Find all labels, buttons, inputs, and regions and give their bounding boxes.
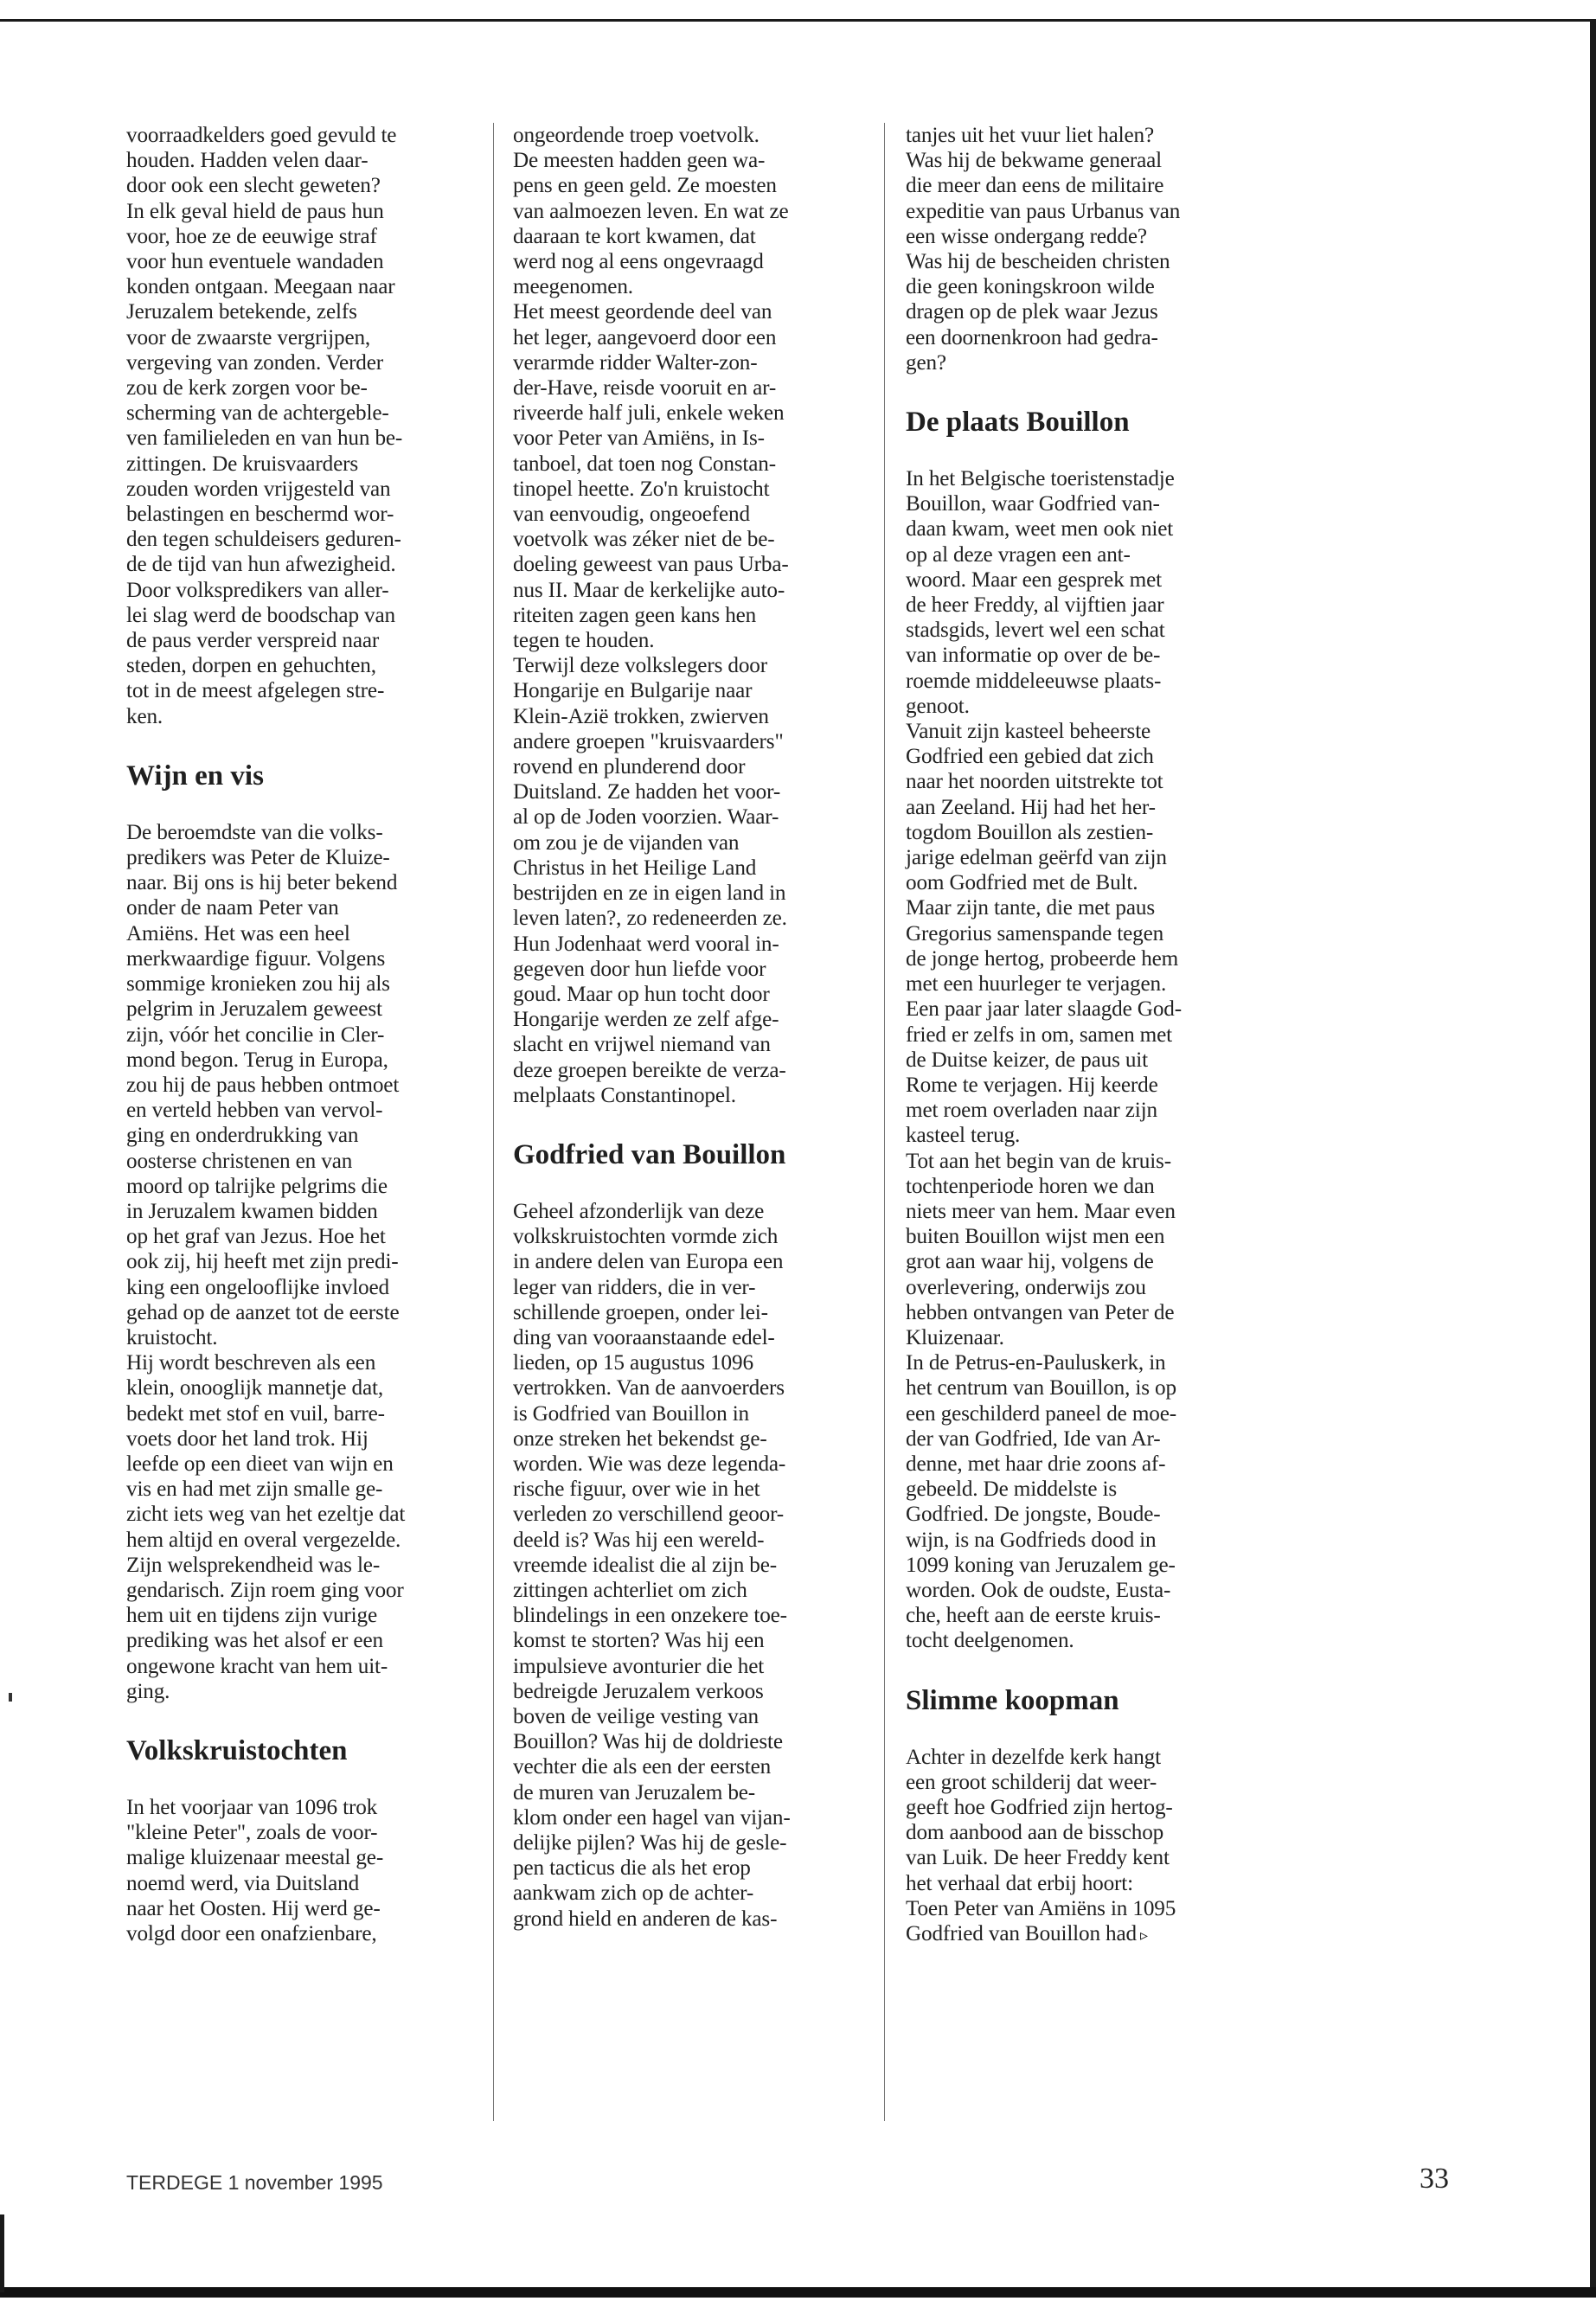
paragraph: In het Belgische toeristenstadje Bouillon, waar Godfried van- daan kwam, weet men ook niet op al deze vragen een ant- woord. Maar een gesprek met de heer Freddy, al vijftien jaar stadsgids, levert wel een schat van informatie op over de be- roemde middeleeuwse plaats- genoot. Vanuit zijn kasteel beheerste Godfried een gebied dat zich naar het noorden uitstrekte tot aan Zeeland. Hij had het her- togdom Bouillon als zestien- jarige edelman geërfd van zijn oom Godfried met de Bult. Maar zijn tante, die met paus Gregorius samenspande tegen de jonge hertog, probeerde hem met een huurleger te verjagen. Een paar jaar later slaagde God- fried er zelfs in om, samen met de Duitse keizer, de paus uit Rome te verjagen. Hij keerde met roem overladen naar zijn kasteel terug. Tot aan het begin van de kruis- tochtenperiode horen we dan niets meer van hem. Maar even buiten Bouillon wijst men een grot aan waar hij, volgens de overlevering, onderwijs zou hebben ontvangen van Peter de Kluizenaar. In de Petrus-en-Pauluskerk, in het centrum van Bouillon, is op een geschilderd paneel de moe- der van Godfried, Ide van Ar- denne, met haar drie zoons af- gebeeld. De middelste is Godfried. De jongste, Boude- wijn, is na Godfrieds dood in 1099 koning van Jeruzalem ge- worden. Ook de oudste, Eusta- che, heeft aan de eerste kruis- tocht deelgenomen. (906, 467, 1182, 1653)
paragraph: Geheel afzonderlijk van deze volkskruistochten vormde zich in andere delen van Europa een leger van ridders, die in ver- schillende groepen, onder lei- ding van vooraanstaande edel- lieden, op 15 augustus 1096 vertrokken. Van de aanvoerders is Godfried van Bouillon in onze streken het bekendst ge- worden. Wie was deze legenda- rische figuur, over wie in het verleden zo verschillend geoor- deeld is? Was hij een wereld- vreemde idealist die al zijn be- zittingen achterliet om zich blindelings in een onzekere toe- komst te storten? Was hij een impulsieve avonturier die het bedreigde Jeruzalem verkoos boven de veilige vesting van Bouillon? Was hij de doldrieste vechter die als een der eersten de muren van Jeruzalem be- klom onder een hagel van vijan- delijke pijlen? Was hij de gesle- pen tacticus die als het erop aankwam zich op de achter- grond hield en anderen de kas- (513, 1199, 791, 1931)
column-divider (884, 123, 885, 2121)
article-column-3 (906, 123, 1262, 1948)
section-heading: Volkskruistochten (126, 1734, 348, 1766)
page-number: 33 (1420, 2163, 1449, 2195)
left-scan-edge (0, 2214, 4, 2292)
column-divider (493, 123, 494, 2121)
bottom-border-rule (0, 2287, 1596, 2298)
top-border-rule (0, 19, 1596, 22)
paragraph: voorraadkelders goed gevuld te houden. Hadden velen daar- door ook een slecht geweten? In elk geval hield de paus hun voor, hoe ze de eeuwige straf voor hun eventuele wandaden konden ontgaan. Meegaan naar Jeruzalem betekende, zelfs voor de zwaarste vergrijpen, vergeving van zonden. Verder zou de kerk zorgen voor be- scherming van de achtergeble- ven familieleden en van hun be- zittingen. De kruisvaarders zouden worden vrijgesteld van belastingen en beschermd wor- den tegen schuldeisers geduren- de de tijd van hun afwezigheid. Door volkspredikers van aller- lei slag werd de boodschap van de paus verder verspreid naar steden, dorpen en gehuchten, tot in de meest afgelegen stre- ken. (126, 124, 403, 728)
article-column-1 (126, 123, 483, 1946)
section-heading: Slimme koopman (906, 1684, 1119, 1716)
section-heading: Godfried van Bouillon (513, 1138, 786, 1170)
article-column-2 (513, 123, 869, 1932)
paragraph-text: Achter in dezelfde kerk hangt een groot schilderij dat weer- geeft hoe Godfried zijn hertog- dom aanbood aan de bisschop van Luik. De heer Freddy kent het verhaal dat erbij hoort: Toen Peter van Amiëns in 1095 Godfried van Bouillon had (906, 1745, 1176, 1945)
paragraph-last (906, 1745, 1262, 1949)
paragraph: In het voorjaar van 1096 trok "kleine Peter", zoals de voor- malige kluizenaar meestal ge- noemd werd, via Duitsland naar het Oosten. Hij werd ge- volgd door een onafzienbare, (126, 1795, 384, 1945)
paragraph: ongeordende troep voetvolk. De meesten hadden geen wa- pens en geen geld. Ze moesten van aalmoezen leven. En wat ze daaraan te kort kwamen, dat werd nog al eens ongevraagd meegenomen. Het meest geordende deel van het leger, aangevoerd door een verarmde ridder Walter-zon- der-Have, reisde vooruit en ar- riveerde half juli, enkele weken voor Peter van Amiëns, in Is- tanboel, dat toen nog Constan- tinopel heette. Zo'n kruistocht van eenvoudig, ongeoefend voetvolk was zéker niet de be- doeling geweest van paus Urba- nus II. Maar de kerkelijke auto- riteiten zagen geen kans hen tegen te houden. Terwijl deze volkslegers door Hongarije en Bulgarije naar Klein-Azië trokken, zwierven andere groepen "kruisvaarders" rovend en plunderend door Duitsland. Ze hadden het voor- al op de Joden voorzien. Waar- om zou je de vijanden van Christus in het Heilige Land bestrijden en ze in eigen land in leven laten?, zo redeneerden ze. Hun Jodenhaat werd vooral in- gegeven door hun liefde voor goud. Maar op hun tocht door Hongarije werden ze zelf afge- slacht en vrijwel niemand van deze groepen bereikte de verza- melplaats Constantinopel. (513, 124, 789, 1107)
paragraph: tanjes uit het vuur liet halen? Was hij de bekwame generaal die meer dan eens de militaire expeditie van paus Urbanus van een wisse ondergang redde? Was hij de bescheiden christen die geen koningskroon wilde dragen op de plek waar Jezus een doornenkroon had gedra- gen? (906, 124, 1181, 375)
continue-arrow-icon: ▹ (1139, 1926, 1148, 1944)
footer-publication: TERDEGE 1 november 1995 (126, 2171, 383, 2194)
section-heading: De plaats Bouillon (906, 407, 1130, 439)
section-heading: Wijn en vis (126, 760, 264, 792)
scan-mark (9, 1693, 12, 1702)
paragraph: De beroemdste van die volks- predikers was Peter de Kluize- naar. Bij ons is hij beter bekend onder de naam Peter van Amiëns. Het was een heel merkwaardige figuur. Volgens sommige kronieken zou hij als pelgrim in Jeruzalem geweest zijn, vóór het concilie in Cler- mond begon. Terug in Europa, zou hij de paus hebben ontmoet en verteld hebben van vervol- ging en onderdrukking van oosterse christenen en van moord op talrijke pelgrims die in Jeruzalem kwamen bidden op het graf van Jezus. Hoe het ook zij, hij heeft met zijn predi- king een ongelooflijke invloed gehad op de aanzet tot de eerste kruistocht. Hij wordt beschreven als een klein, onooglijk mannetje dat, bedekt met stof en vuil, barre- voets door het land trok. Hij leefde op een dieet van wijn en vis en had met zijn smalle ge- zicht iets weg van het ezeltje dat hem altijd en overal vergezelde. Zijn welsprekendheid was le- gendarisch. Zijn roem ging voor hem uit en tijdens zijn vurige prediking was het alsof er een ongewone kracht van hem uit- ging. (126, 820, 406, 1703)
right-scan-edge (1590, 19, 1596, 2294)
